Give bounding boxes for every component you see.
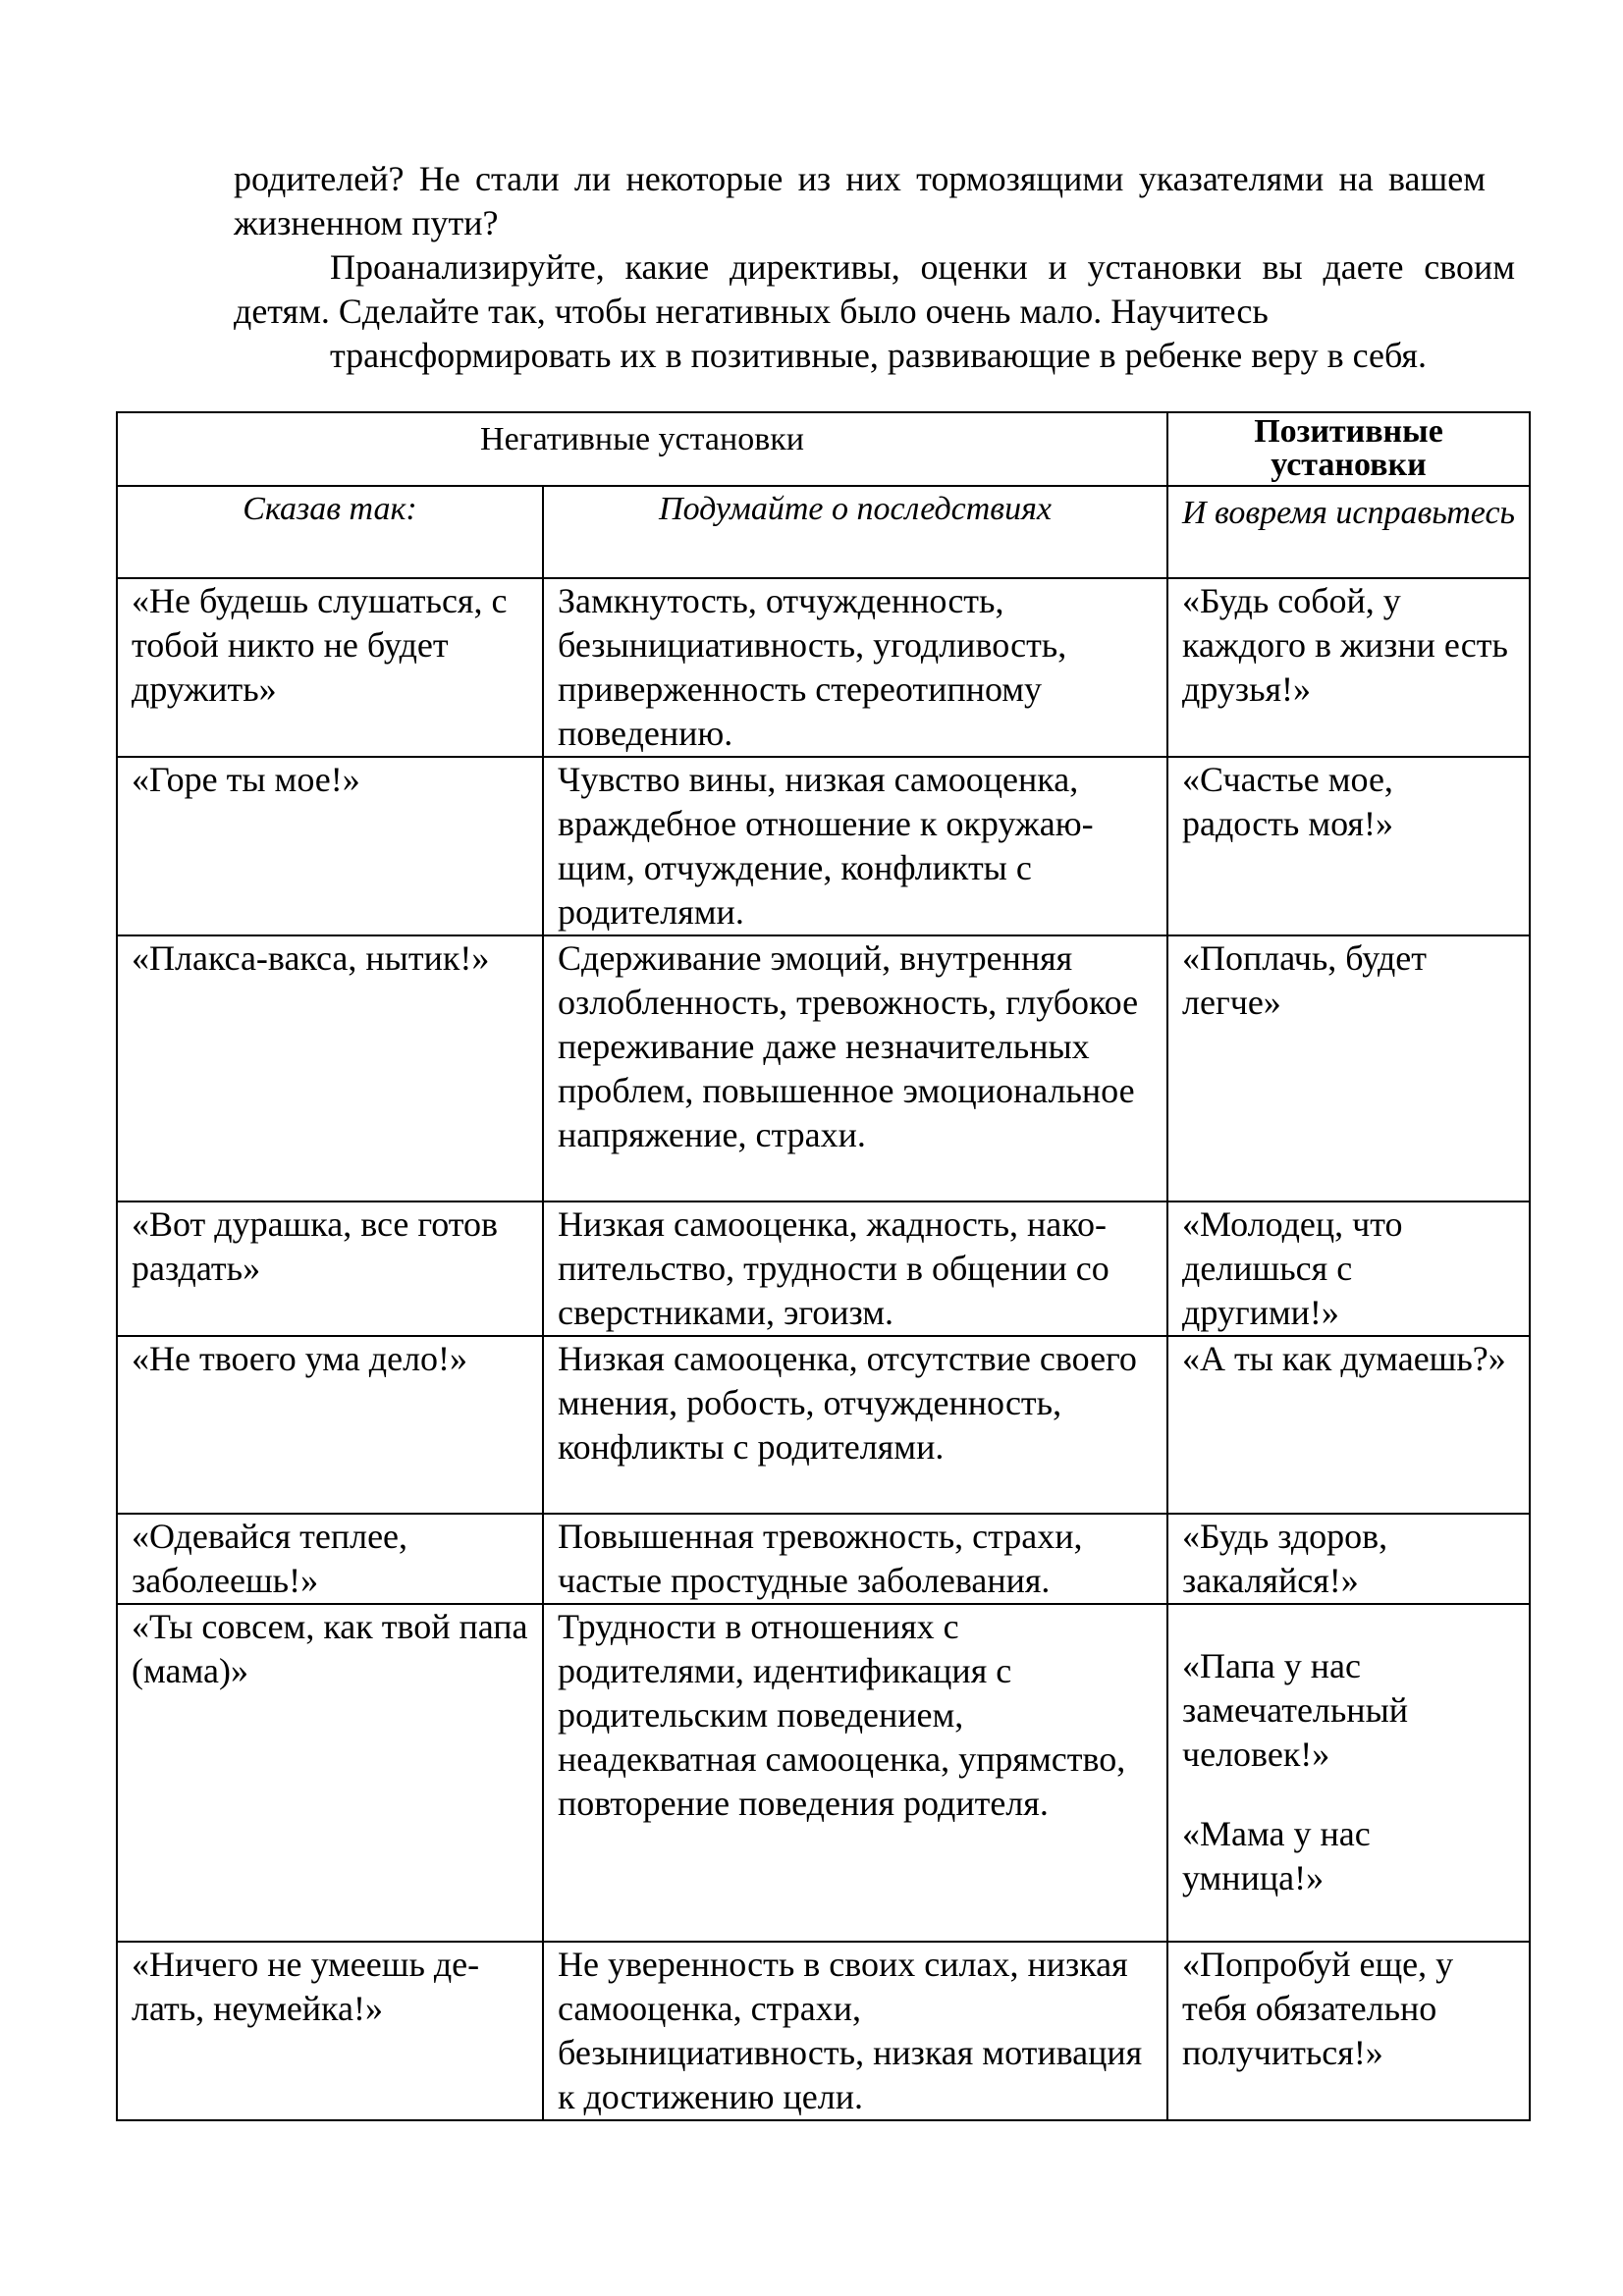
consequence-cell: Чувство вины, низкая самооценка, враждебное отношение к окружаю-щим, отчуждение, конфликты с родителями. xyxy=(543,757,1167,935)
positive-cell: «Молодец, что делишься с другими!» xyxy=(1167,1201,1530,1336)
said-cell: «Ничего не умеешь де-лать, неумейка!» xyxy=(117,1942,543,2120)
table-row xyxy=(117,1942,1530,2120)
positive-cell: «Будь собой, у каждого в жизни есть друзья!» xyxy=(1167,578,1530,757)
positive-cell-alt: «Мама у нас умница!» xyxy=(1182,1814,1371,1897)
intro-paragraph-2-last: трансформировать их в позитивные, развивающие в ребенке веру в себя. xyxy=(330,336,1427,375)
table-row xyxy=(117,1514,1530,1604)
positive-cell: «Поплачь, будет легче» xyxy=(1167,935,1530,1201)
subheader-said: Сказав так: xyxy=(117,486,543,578)
said-cell: «Горе ты мое!» xyxy=(117,757,543,935)
said-cell: «Не будешь слушаться, с тобой никто не будет дружить» xyxy=(117,578,543,757)
positive-cell: «А ты как думаешь?» xyxy=(1167,1336,1530,1514)
consequence-cell: Замкнутость, отчужденность, безынициативность, угодливость, приверженность стереотипному поведению. xyxy=(543,578,1167,757)
positive-cell: «Папа у нас замечательный человек!» xyxy=(1182,1646,1409,1774)
positive-cell: «Попробуй еще, у тебя обязательно получиться!» xyxy=(1167,1942,1530,2120)
subheader-correct: И вовремя исправьтесь xyxy=(1167,486,1530,578)
positive-gap xyxy=(1182,1777,1515,1812)
table-row xyxy=(117,1201,1530,1336)
positive-cell: «Будь здоров, закаляйся!» xyxy=(1167,1514,1530,1604)
consequence-cell: Не уверенность в своих силах, низкая самооценка, страхи, безынициативность, низкая мотивация к достижению цели. xyxy=(543,1942,1167,2120)
consequence-cell: Трудности в отношениях с родителями, идентификация с родительским поведением, неадекватная самооценка, упрямство, повторение поведения родителя. xyxy=(543,1604,1167,1942)
subheader-consequences: Подумайте о последствиях xyxy=(543,486,1167,578)
table-row xyxy=(117,757,1530,935)
attitudes-table xyxy=(116,411,1531,2121)
table-row xyxy=(117,935,1530,1201)
said-cell: «Вот дурашка, все готов раздать» xyxy=(117,1201,543,1336)
table-row xyxy=(117,1336,1530,1514)
consequence-cell: Сдерживание эмоций, внутренняя озлобленность, тревожность, глубокое переживание даже незначительных проблем, повышенное эмоциональное напряжение, страхи. xyxy=(543,935,1167,1201)
table-subheader-row xyxy=(117,486,1530,578)
table-row xyxy=(117,578,1530,757)
consequence-cell: Низкая самооценка, жадность, нако-пительство, трудности в общении со сверстниками, эгоизм. xyxy=(543,1201,1167,1336)
header-positive: Позитивные установки xyxy=(1167,412,1530,486)
consequence-cell: Низкая самооценка, отсутствие своего мнения, робость, отчужденность, конфликты с родителями. xyxy=(543,1336,1167,1514)
positive-cell: «Счастье мое, радость моя!» xyxy=(1167,757,1530,935)
said-cell: «Одевайся теплее, заболеешь!» xyxy=(117,1514,543,1604)
table-header-row xyxy=(117,412,1530,486)
said-cell: «Плакса-вакса, нытик!» xyxy=(117,935,543,1201)
consequence-cell: Повышенная тревожность, страхи, частые простудные заболевания. xyxy=(543,1514,1167,1604)
intro-paragraph-2-main: Проанализируйте, какие директивы, оценки и установки вы даете своим детям. Сделайте так, чтобы негативных было очень мало. Научитесь xyxy=(234,247,1515,331)
header-negative: Негативные установки xyxy=(117,412,1167,486)
positive-cell-group xyxy=(1167,1604,1530,1942)
intro-paragraph-2 xyxy=(234,245,1515,378)
table-row xyxy=(117,1604,1530,1942)
said-cell: «Ты совсем, как твой папа (мама)» xyxy=(117,1604,543,1942)
intro-paragraph-1: родителей? Не стали ли некоторые из них тормозящими указателями на вашем жизненном пути? xyxy=(234,159,1486,242)
said-cell: «Не твоего ума дело!» xyxy=(117,1336,543,1514)
